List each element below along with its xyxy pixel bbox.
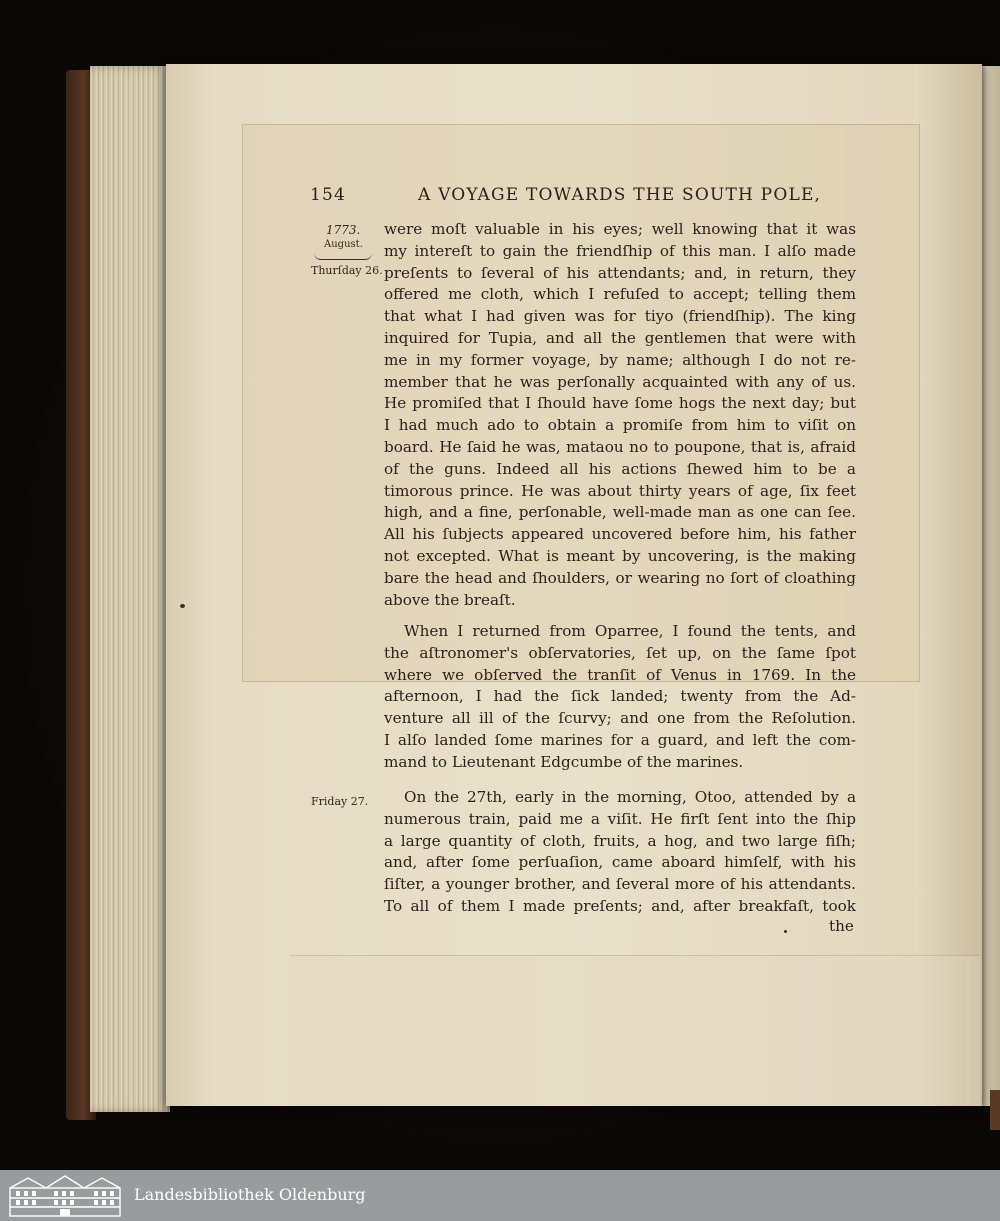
running-head — [310, 185, 860, 213]
margin-date-friday: Friday 27. — [311, 795, 369, 808]
text-line: a large quantity of cloth, fruits, a hog, and two large fiſh; — [384, 831, 856, 850]
text-line: bare the head and ſhoulders, or wearing no ſort of cloathing — [384, 568, 856, 587]
book-cover-corner — [990, 1090, 1000, 1130]
text-line: afternoon, I had the ſick landed; twenty from the Ad- — [384, 687, 856, 706]
text-line: that what I had given was for tiyo (friendſhip). The king — [384, 307, 856, 326]
text-line: I alſo landed ſome marines for a guard, and left the com- — [384, 730, 856, 749]
text-line: high, and a fine, perſonable, well-made man as one can ſee. — [384, 503, 856, 522]
text-line: my intereſt to gain the friendſhip of this man. I alſo made — [384, 241, 856, 260]
text-line: above the breaſt. — [384, 590, 516, 609]
text-line: He promiſed that I ſhould have ſome hogs the next day; but — [384, 394, 856, 413]
text-line: venture all ill of the ſcurvy; and one from the Reſolution. — [384, 709, 856, 728]
margin-brace — [314, 253, 372, 260]
margin-month: August. — [324, 239, 363, 250]
text-line: board. He ſaid he was, mataou no to poupone, that is, afraid — [384, 437, 856, 456]
text-line: offered me cloth, which I refuſed to accept; telling them — [384, 285, 856, 304]
page-number: 154 — [310, 185, 347, 205]
catchword: the — [829, 917, 854, 935]
paragraph-1 — [384, 219, 856, 611]
text-line: and, after ſome perſuaſion, came aboard himſelf, with his — [384, 853, 856, 872]
text-line: where we obſerved the tranſit of Venus in 1769. In the — [384, 665, 856, 684]
margin-date-thursday: Thurſday 26. — [311, 264, 383, 277]
text-line: I had much ado to obtain a promiſe from him to viſit on — [384, 416, 856, 435]
margin-year: 1773. — [326, 223, 361, 237]
text-line: inquired for Tupia, and all the gentlemen that were with — [384, 328, 856, 347]
text-line: All his ſubjects appeared uncovered before him, his father — [384, 525, 856, 544]
text-line: preſents to ſeveral of his attendants; and, in return, they — [384, 263, 856, 282]
text-line: of the guns. Indeed all his actions ſhewed him to be a — [384, 459, 856, 478]
ink-speck — [784, 930, 787, 933]
text-line: To all of them I made preſents; and, after breakfaſt, took — [384, 896, 856, 915]
text-line: ſiſter, a younger brother, and ſeveral more of his attendants. — [384, 875, 856, 894]
text-line: the aſtronomer's obſervatories, ſet up, on the ſame ſpot — [384, 643, 856, 662]
text-line: were moſt valuable in his eyes; well knowing that it was — [384, 220, 856, 238]
page-title: A VOYAGE TOWARDS THE SOUTH POLE, — [418, 185, 822, 205]
paragraph-2 — [384, 621, 856, 774]
ink-speck — [180, 604, 185, 608]
text-line: timorous prince. He was about thirty years of age, ſix feet — [384, 481, 856, 500]
text-line: When I returned from Oparree, I found the tents, and — [404, 622, 856, 640]
library-building-icon — [6, 1174, 124, 1218]
text-line: numerous train, paid me a viſit. He firſt ſent into the ſhip — [384, 809, 856, 828]
library-name: Landesbibliothek Oldenburg — [134, 1185, 366, 1204]
offset-mark — [290, 955, 980, 1106]
text-line: not excepted. What is meant by uncovering, is the making — [384, 546, 856, 565]
text-line: On the 27th, early in the morning, Otoo, attended by a — [404, 788, 856, 806]
text-line: me in my former voyage, by name; although I do not re- — [384, 350, 856, 369]
paragraph-3 — [384, 787, 856, 918]
text-line: member that he was perſonally acquainted with any of us. — [384, 372, 856, 391]
footer-bar — [0, 1170, 1000, 1221]
text-line: mand to Lieutenant Edgcumbe of the marines. — [384, 752, 744, 771]
page-edges — [90, 66, 170, 1112]
